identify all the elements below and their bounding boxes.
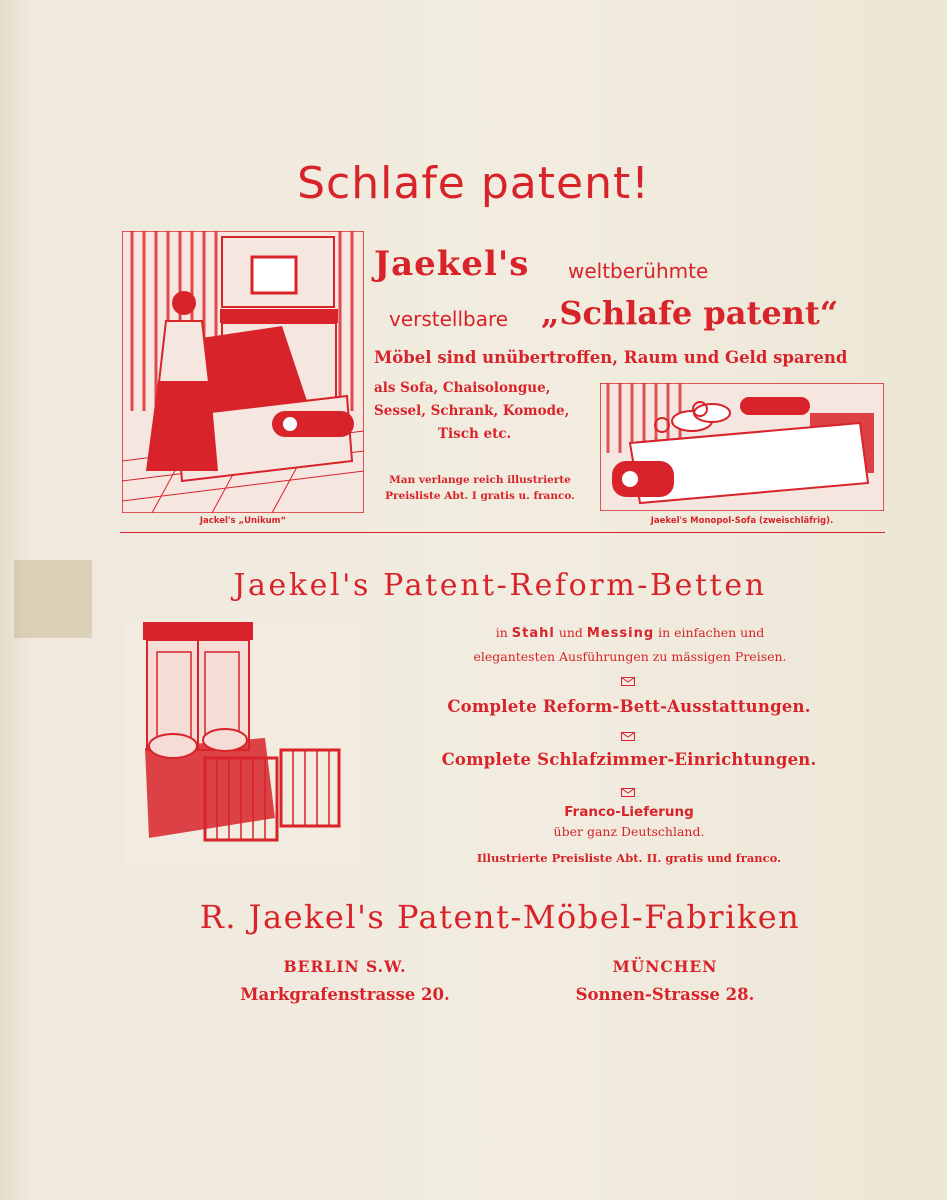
pricelist-note-2: Illustrierte Preisliste Abt. II. gratis und franco. [476,851,782,865]
pricelist-note: Preisliste Abt. I gratis u. franco. [385,490,575,502]
material-line-2: elegantesten Ausführungen zu mässigen Preisen. [473,649,787,664]
ornament-icon [621,788,635,797]
monopol-sofa-illustration [600,383,884,511]
address-berlin: Markgrafenstrasse 20. [240,985,450,1004]
caption-monopol-sofa: Jaekel's Monopol-Sofa (zweischläfrig). [650,516,834,526]
reform-bed-illustration [125,618,359,864]
caption-unikum: Jackel's „Unikum“ [199,516,287,526]
divider-line [120,532,885,533]
brand-name: Jaekel's [374,244,530,284]
adjustable-tagline: verstellbare [389,307,509,331]
delivery-note: Franco-Lieferung [564,804,694,820]
city-berlin: BERLIN S.W. [283,957,407,976]
product-name: „Schlafe patent“ [541,294,839,332]
city-munich: MÜNCHEN [612,957,718,976]
slogan: Möbel sind unübertroffen, Raum und Geld sparend [374,348,848,367]
ornament-icon [621,732,635,741]
uses-line: Tisch etc. [438,426,512,442]
famous-tagline: weltberühmte [568,259,709,283]
bedroom-furnishing-offer: Complete Schlafzimmer-Einrichtungen. [441,750,817,769]
uses-line: Sessel, Schrank, Komode, [374,403,570,419]
company-name: R. Jaekel's Patent-Möbel-Fabriken [199,898,801,936]
delivery-area: über ganz Deutschland. [553,824,705,839]
pricelist-note: Man verlange reich illustrierte [389,474,571,486]
unikum-sofa-illustration [122,231,364,513]
reform-beds-title: Jaekel's Patent-Reform-Betten [233,568,767,603]
main-title: Schlafe patent! [297,158,650,209]
ornament-icon [621,677,635,686]
material-line: in Stahl und Messing in einfachen und [495,625,765,641]
address-munich: Sonnen-Strasse 28. [575,985,755,1004]
uses-line: als Sofa, Chaisolongue, [374,380,551,396]
bed-equipment-offer: Complete Reform-Bett-Ausstattungen. [447,697,811,716]
